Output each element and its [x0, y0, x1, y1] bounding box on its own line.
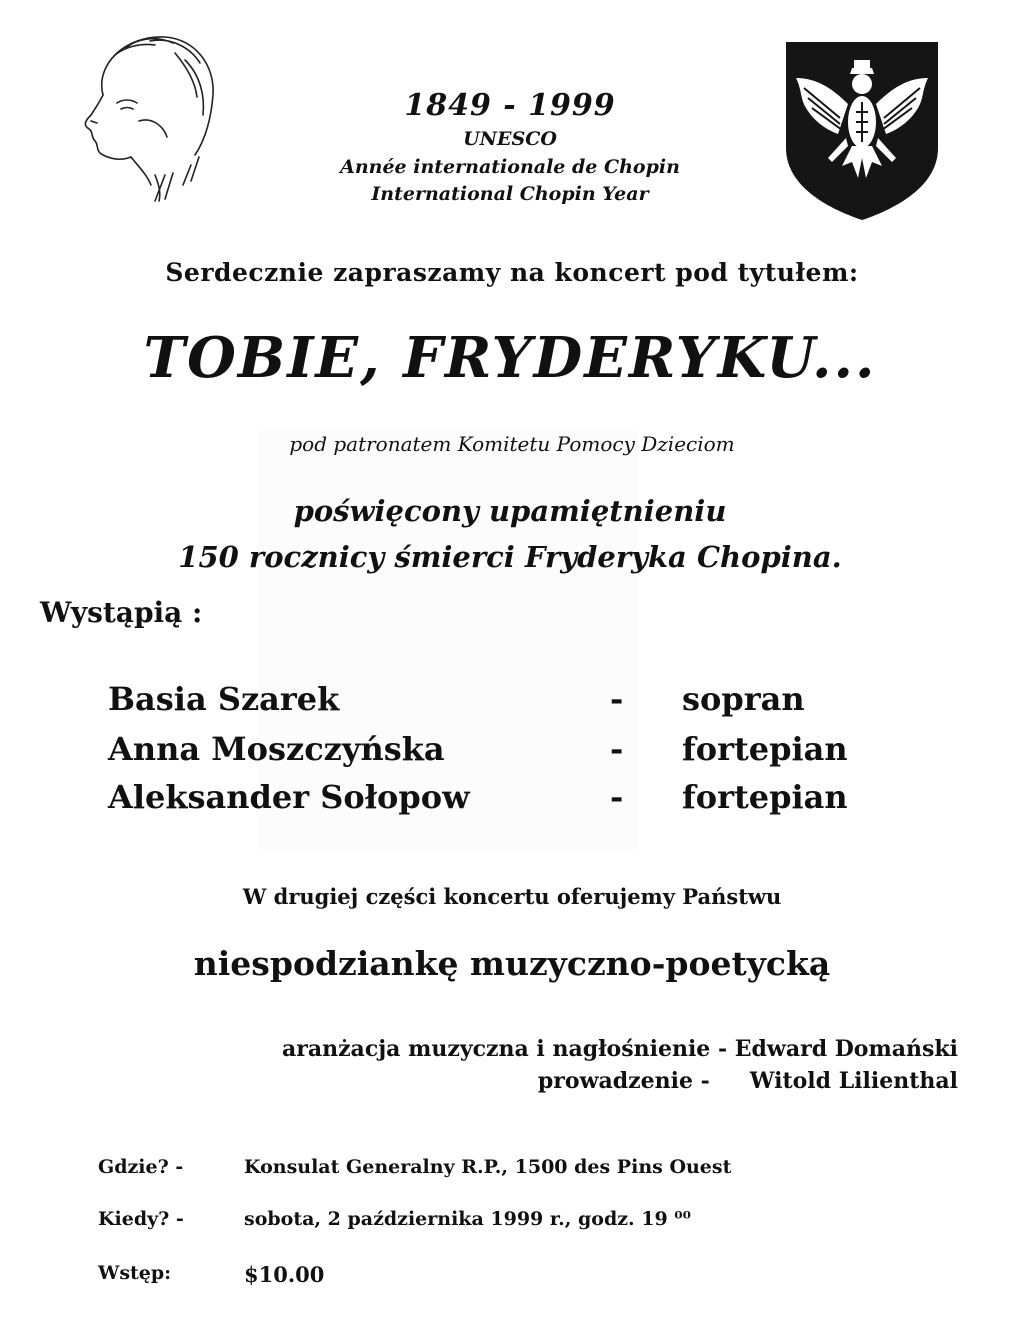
performer-dash: - [610, 778, 624, 816]
polish-eagle-emblem-icon [782, 38, 942, 222]
performer-dash: - [610, 680, 624, 718]
credit-host-name: Witold Lilienthal [749, 1068, 958, 1094]
detail-value: Konsulat Generalny R.P., 1500 des Pins Ouest [244, 1156, 732, 1178]
performer-row [0, 680, 1024, 724]
detail-label: Gdzie? - [98, 1156, 184, 1178]
surprise: niespodziankę muzyczno-poetycką [193, 944, 831, 983]
dedication-line-2: 150 rocznicy śmierci Fryderyka Chopina. [178, 540, 842, 574]
credit-host-label: prowadzenie - [537, 1068, 710, 1094]
detail-where [0, 1156, 1024, 1186]
performer-role: fortepian [682, 730, 848, 768]
detail-label: Kiedy? - [98, 1208, 184, 1230]
performer-row [0, 778, 1024, 822]
organization: UNESCO [463, 128, 557, 150]
performer-name: Anna Moszczyńska [108, 730, 445, 768]
performer-name: Basia Szarek [108, 680, 340, 718]
dedication-line-1: poświęcony upamiętnieniu [293, 494, 727, 528]
title-french: Année internationale de Chopin [340, 156, 680, 178]
detail-label: Wstęp: [98, 1262, 172, 1284]
performer-row [0, 730, 1024, 774]
detail-when [0, 1208, 1024, 1238]
invitation: Serdecznie zapraszamy na koncert pod tytułem: [165, 258, 859, 287]
performers-heading: Wystąpią : [40, 596, 203, 629]
credit-host [538, 1068, 958, 1094]
detail-value: sobota, 2 października 1999 r., godz. 19 ⁰⁰ [244, 1208, 691, 1230]
credit-arrangement: aranżacja muzyczna i nagłośnienie - Edward Domański [281, 1036, 958, 1062]
patronage: pod patronatem Komitetu Pomocy Dzieciom [289, 432, 735, 456]
performer-role: fortepian [682, 778, 848, 816]
title-english: International Chopin Year [371, 183, 649, 205]
concert-title: TOBIE, FRYDERYKU... [143, 325, 877, 391]
second-part: W drugiej części koncertu oferujemy Państwu [242, 884, 782, 909]
detail-admission [0, 1262, 1024, 1292]
performer-role: sopran [682, 680, 805, 718]
performer-name: Aleksander Sołopow [108, 778, 470, 816]
detail-value: $10.00 [244, 1262, 325, 1287]
performer-dash: - [610, 730, 624, 768]
chopin-portrait-icon [55, 25, 225, 205]
years: 1849 - 1999 [404, 88, 616, 123]
